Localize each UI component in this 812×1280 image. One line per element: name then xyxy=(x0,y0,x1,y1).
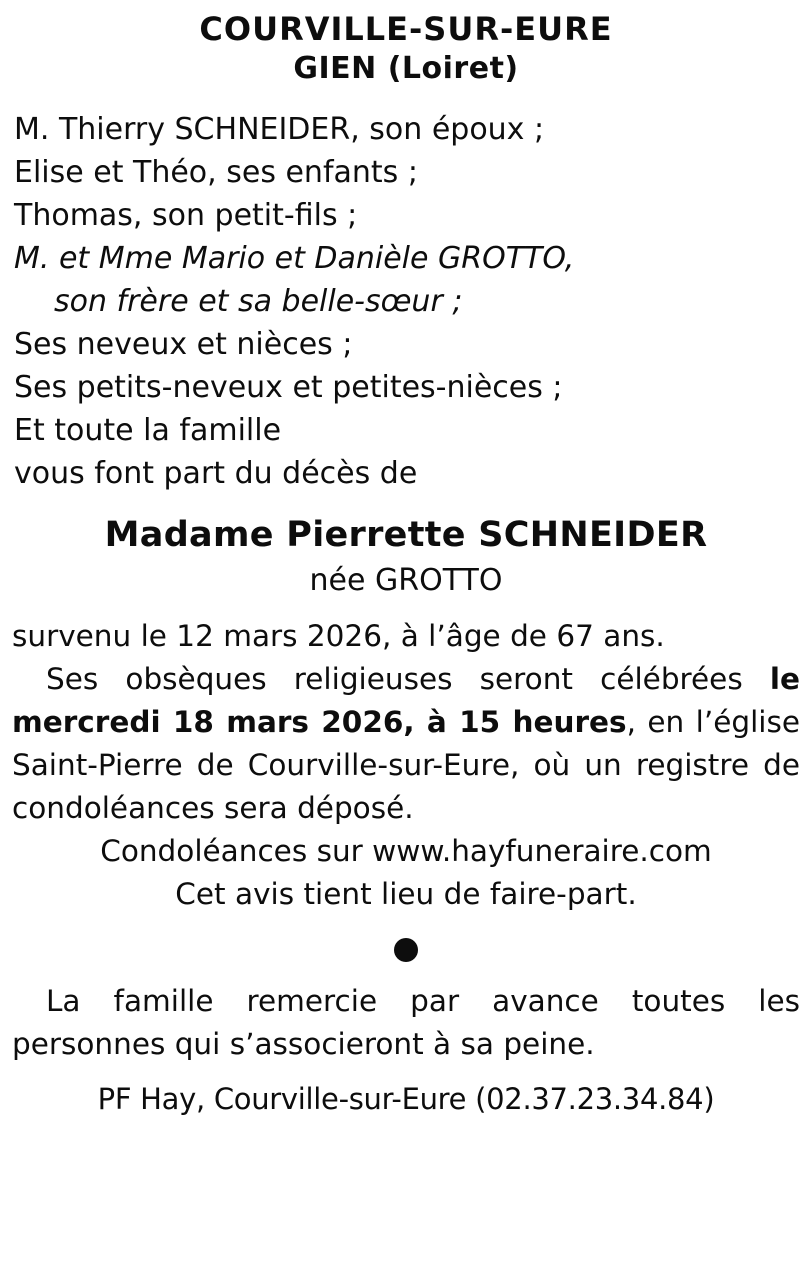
thanks-paragraph: La famille remercie par avance toutes les personnes qui s’associeront à sa peine. xyxy=(12,984,800,1061)
family-line: Thomas, son petit-fils ; xyxy=(14,198,358,233)
notice-body xyxy=(8,615,804,830)
faire-part-line: Cet avis tient lieu de faire-part. xyxy=(175,877,637,911)
ceremony-datetime: le mercredi 18 mars 2026, à 15 heures xyxy=(12,662,800,739)
family-line: Elise et Théo, ses enfants ; xyxy=(14,155,418,190)
funeral-home-line: PF Hay, Courville-sur-Eure (02.37.23.34.84) xyxy=(97,1082,715,1116)
location-primary: COURVILLE-SUR-EURE xyxy=(199,10,613,48)
deceased-name: Madame Pierrette SCHNEIDER xyxy=(104,515,708,555)
deceased-maiden-name: née GROTTO xyxy=(309,563,503,598)
family-line: Ses petits-neveux et petites-nièces ; xyxy=(14,370,563,405)
closing-body xyxy=(8,980,804,1066)
ceremony-paragraph xyxy=(12,658,800,830)
bullet-dot-icon xyxy=(8,938,804,966)
family-line: Et toute la famille xyxy=(14,413,282,448)
family-line: vous font part du décès de xyxy=(14,456,418,491)
death-date-line: survenu le 12 mars 2026, à l’âge de 67 ans. xyxy=(12,619,665,653)
ceremony-text-part2: , en l’église Saint-Pierre de Courville-sur-Eure, où un registre de condoléances sera déposé. xyxy=(12,705,800,825)
ceremony-text-part1: Ses obsèques religieuses seront célébrées xyxy=(46,662,770,696)
condolences-website-line[interactable]: Condoléances sur www.hayfuneraire.com xyxy=(100,834,712,868)
family-line: M. Thierry SCHNEIDER, son époux ; xyxy=(14,112,545,147)
family-list xyxy=(8,108,804,495)
family-line: Ses neveux et nièces ; xyxy=(14,327,353,362)
family-line: son frère et sa belle-sœur ; xyxy=(54,284,463,319)
family-line: M. et Mme Mario et Danièle GROTTO, xyxy=(14,241,575,276)
location-secondary: GIEN (Loiret) xyxy=(293,51,519,86)
